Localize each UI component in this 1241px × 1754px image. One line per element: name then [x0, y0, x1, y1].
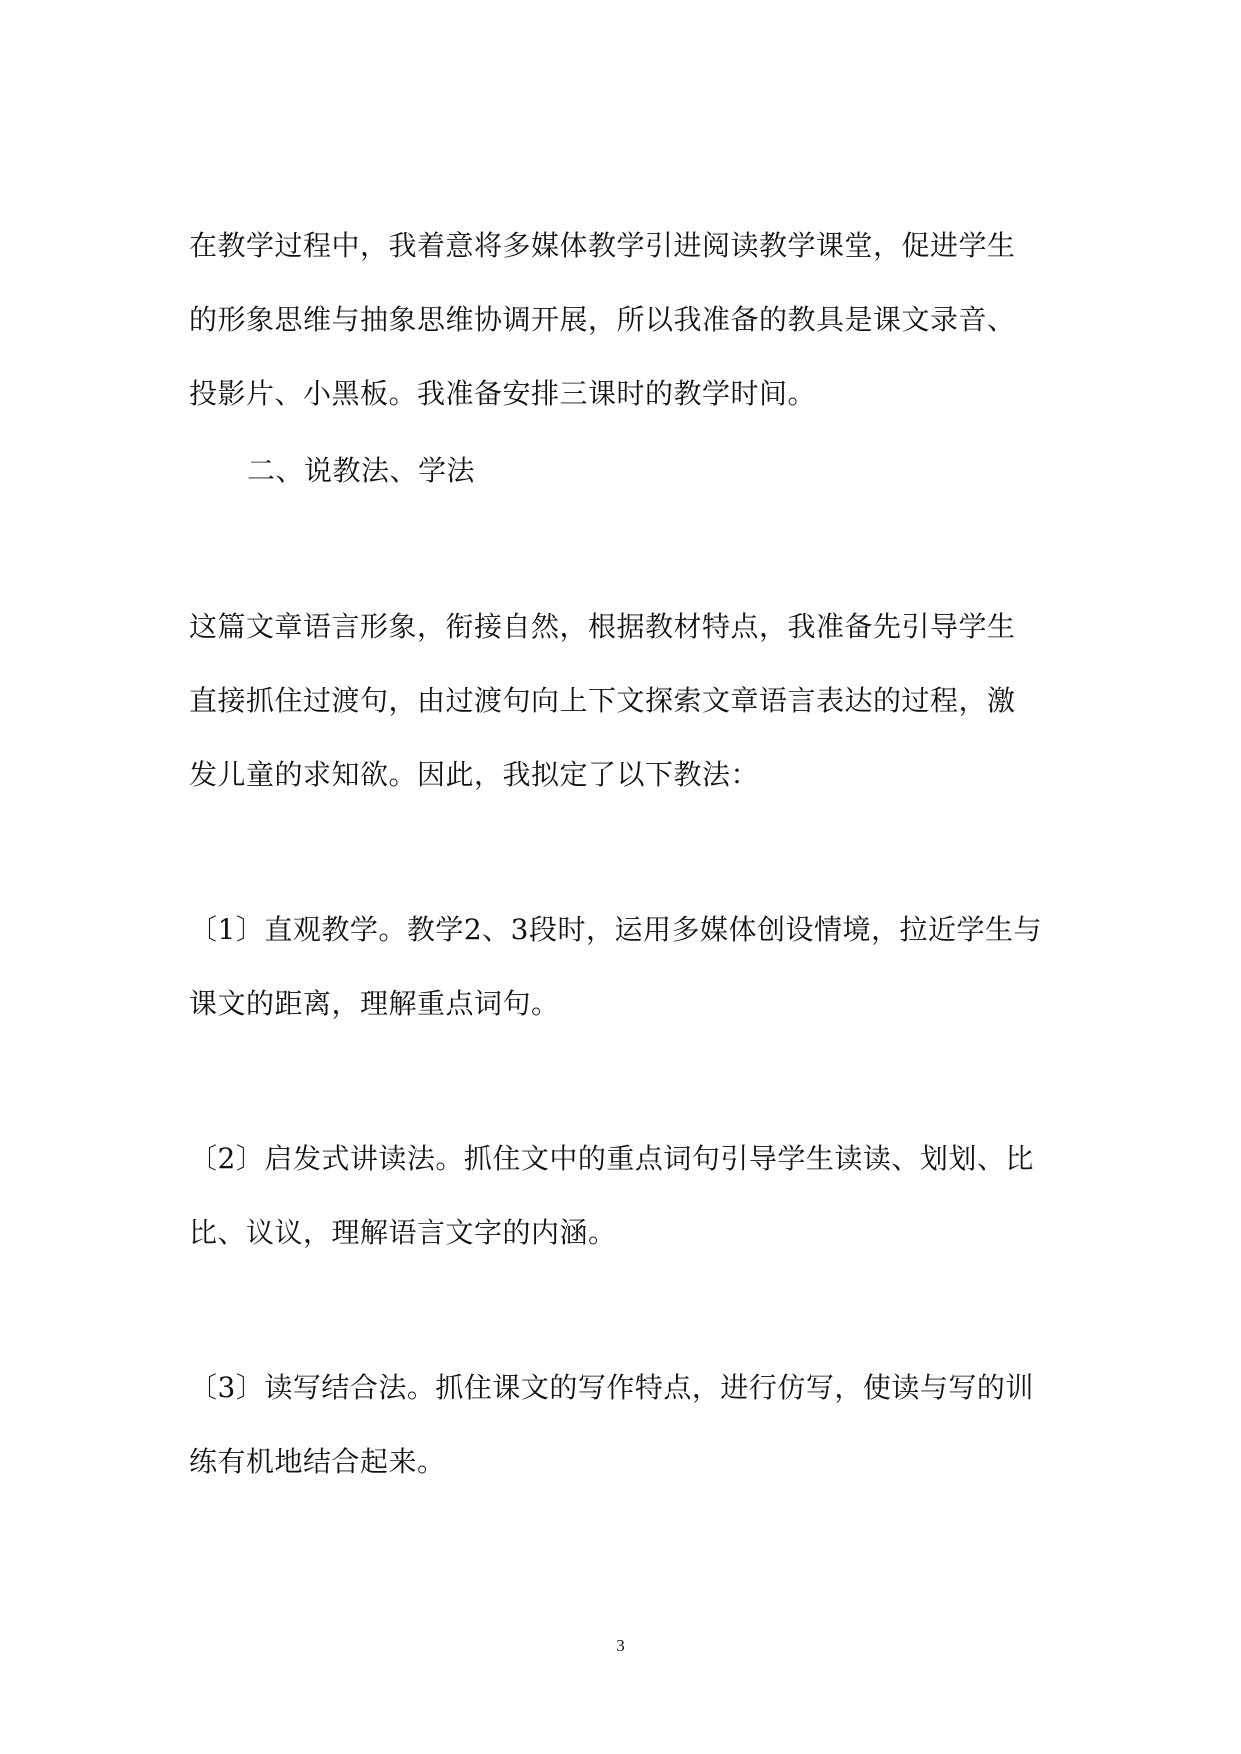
- paragraph-line: 直接抓住过渡句，由过渡句向上下文探索文章语言表达的过程，激: [189, 684, 1016, 717]
- paragraph-line: 发儿童的求知欲。因此，我拟定了以下教法：: [189, 758, 760, 791]
- paragraph-line: 在教学过程中，我着意将多媒体教学引进阅读教学课堂，促进学生: [189, 229, 1016, 262]
- page-number: 3: [616, 1636, 625, 1655]
- list-item-line: 〔2〕启发式讲读法。抓住文中的重点词句引导学生读读、划划、比: [189, 1142, 1034, 1175]
- list-item-line: 课文的距离，理解重点词句。: [189, 987, 560, 1020]
- list-item-line: 〔3〕读写结合法。抓住课文的写作特点，进行仿写，使读与写的训: [189, 1371, 1034, 1404]
- list-item-line: 练有机地结合起来。: [189, 1445, 446, 1478]
- list-item-line: 比、议议，理解语言文字的内涵。: [189, 1216, 617, 1249]
- section-heading: 二、说教法、学法: [247, 454, 476, 487]
- list-item-line: 〔1〕直观教学。教学2、3段时，运用多媒体创设情境，拉近学生与: [189, 913, 1042, 946]
- paragraph-line: 投影片、小黑板。我准备安排三课时的教学时间。: [189, 377, 817, 410]
- paragraph-line: 这篇文章语言形象，衔接自然，根据教材特点，我准备先引导学生: [189, 610, 1016, 643]
- paragraph-line: 的形象思维与抽象思维协调开展，所以我准备的教具是课文录音、: [189, 303, 1016, 336]
